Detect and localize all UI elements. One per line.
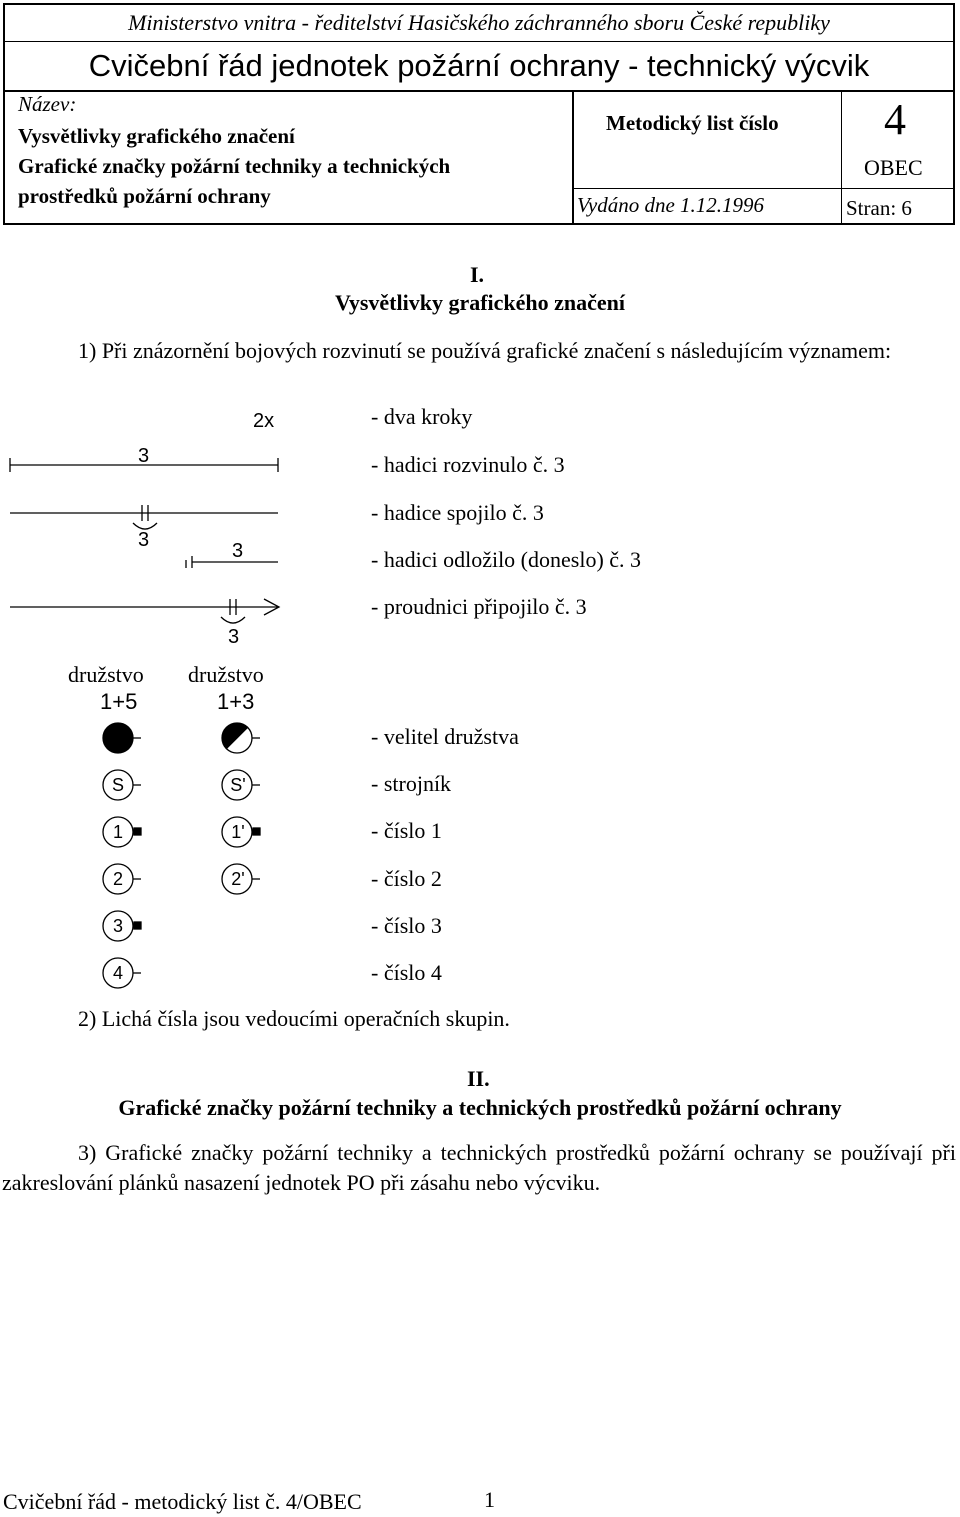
- steps-label: 2x: [253, 410, 275, 432]
- squad-right-count: 1+3: [217, 689, 255, 714]
- paragraph-1: 1) Při znázornění bojových rozvinutí se používá grafické značení s následujícím významem:: [78, 338, 892, 363]
- symbol-label: 3: [112, 916, 124, 936]
- symbol-label: 1': [231, 822, 245, 842]
- hose-number-label: 3: [138, 445, 150, 467]
- issue-date: Vydáno dne 1.12.1996: [577, 193, 765, 217]
- legend-hose-connected: - hadice spojilo č. 3: [371, 500, 544, 525]
- section-title: Vysvětlivky grafického značení: [334, 290, 626, 315]
- page-number: 1: [484, 1487, 495, 1512]
- role-number-3: - číslo 3: [371, 913, 442, 938]
- name-line-1: Vysvětlivky grafického značení: [18, 124, 295, 148]
- document-title: Cvičební řád jednotek požární ochrany - technický výcvik: [5, 42, 953, 92]
- symbol-label: 1: [112, 822, 124, 842]
- symbol-label: 2: [112, 869, 124, 889]
- symbol-label: S: [111, 775, 125, 795]
- role-number-2: - číslo 2: [371, 866, 442, 891]
- squad-right-label: družstvo: [188, 662, 264, 687]
- hose-number-label: 3: [138, 529, 150, 551]
- section-number: II.: [467, 1066, 490, 1091]
- hose-number-label: 3: [232, 540, 244, 562]
- paragraph-2: 2) Lichá čísla jsou vedoucími operačních skupin.: [78, 1006, 510, 1031]
- symbol-label: S': [230, 775, 246, 795]
- section-title: Grafické značky požární techniky a technických prostředků požární ochrany: [118, 1095, 842, 1120]
- squad-left-count: 1+5: [100, 689, 138, 714]
- role-machinist: - strojník: [371, 771, 452, 796]
- name-line-3: prostředků požární ochrany: [18, 184, 271, 208]
- sheet-number: 4: [884, 95, 906, 144]
- sheet-category: OBEC: [864, 155, 923, 180]
- symbol-label: 2': [231, 869, 245, 889]
- name-line-2: Grafické značky požární techniky a technických: [18, 154, 451, 178]
- symbol-label: 4: [112, 963, 124, 983]
- role-number-1: - číslo 1: [371, 818, 442, 843]
- name-label: Název:: [18, 92, 77, 116]
- legend-hose-dropped: - hadici odložilo (doneslo) č. 3: [371, 547, 642, 572]
- role-number-4: - číslo 4: [371, 960, 442, 985]
- legend-nozzle-connected: - proudnici připojilo č. 3: [371, 594, 587, 619]
- footer-reference: Cvičební řád - metodický list č. 4/OBEC: [3, 1489, 362, 1514]
- legend-steps: - dva kroky: [371, 404, 473, 429]
- nozzle-connected-symbol: [10, 599, 279, 623]
- squad-left-label: družstvo: [68, 662, 144, 687]
- section-number: I.: [470, 262, 485, 287]
- sheet-label: Metodický list číslo: [606, 111, 779, 135]
- page-count: Stran: 6: [846, 196, 912, 220]
- ministry-line: Ministerstvo vnitra - ředitelství Hasičského záchranného sboru České republiky: [5, 5, 953, 42]
- hose-coupling-symbol: [10, 505, 278, 529]
- role-commander: - velitel družstva: [371, 724, 519, 749]
- commander-left-symbol: [103, 723, 141, 753]
- paragraph-3: 3) Grafické značky požární techniky a technických prostředků požární ochrany se používají při zakreslování plánků nasazení jednotek PO při zásahu nebo výcviku.: [2, 1140, 956, 1195]
- hose-number-label: 3: [228, 626, 240, 648]
- legend-hose-laid: - hadici rozvinulo č. 3: [371, 452, 565, 477]
- commander-right-symbol: [222, 723, 260, 753]
